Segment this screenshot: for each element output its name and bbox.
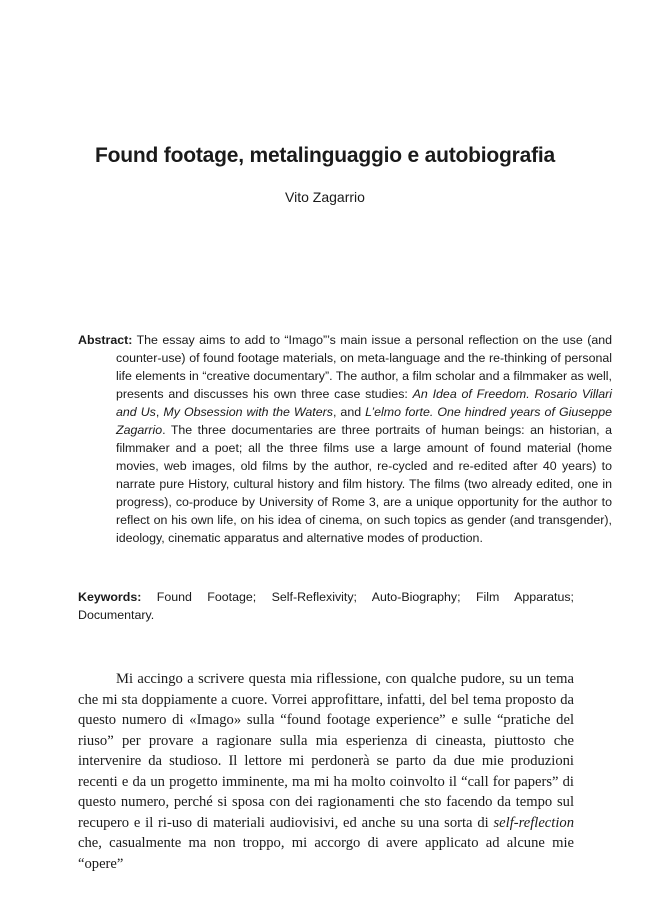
body-paragraph (78, 669, 574, 874)
keywords-label: Keywords: (78, 590, 142, 604)
abstract-text-4: . The three documentaries are three portraits of human beings: an historian, a filmmaker and a poet; all the three films use a large amount of found material (home movies, web images, old films by the author, re-cycled and re-edited after 40 years) to narrate pure History, cultural history and film history. The films (two already edited, one in progress), co-produce by University of Rome 3, are a unique opportunity for the author to reflect on his own life, on his idea of cinema, on such topics as gender (and transgender), ideology, cinematic apparatus and alternative modes of production. (116, 423, 612, 545)
keywords-text: Found Footage; Self-Reflexivity; Auto-Biography; Film Apparatus; Documentary. (78, 590, 574, 622)
keywords (78, 588, 574, 624)
body-italic-term: self-reflection (493, 814, 574, 831)
paper-title: Found footage, metalinguaggio e autobiografia (95, 144, 555, 167)
abstract-text-1: The essay aims to add to “Imago”’s main issue a personal reflection on the use (and counter-use) of found footage materials, on meta-language and the re-thinking of personal life elements in “creative documentary”. The author, a film scholar and a filmmaker as well, presents and discusses his own three case studies: (116, 333, 612, 401)
abstract-label: Abstract: (78, 333, 133, 347)
abstract (78, 331, 612, 547)
abstract-text-3: , and (332, 405, 366, 419)
abstract-text-2: , (155, 405, 164, 419)
abstract-film-title-1: An Idea of Freedom. Rosario Villari and Us (116, 387, 613, 419)
body-text-2: che, casualmente ma non troppo, mi accorgo di avere applicato ad alcune mie “opere” (78, 835, 574, 872)
body-text-1: Mi accingo a scrivere questa mia riflessione, con qualche pudore, su un tema che mi sta doppiamente a cuore. Vorrei approfittare, infatti, del bel tema proposto da questo numero di «Imago» sulla “found footage experience” e sulle “pratiche del riuso” per provare a ragionare sulla mia esperienza di cineasta, piuttosto che intervenire da studioso. Il lettore mi perdonerà se parto da due mie produzioni recenti e da un progetto imminente, ma mi ha molto coinvolto il “call for papers” di questo numero, perché si sposa con dei ragionamenti che sto facendo da tempo sul recupero e il ri-uso di materiali audiovisivi, ed anche su una sorta di (78, 671, 574, 831)
abstract-film-title-3: L’elmo forte. One hindred years of Giuseppe Zagarrio (116, 405, 612, 437)
author-name: Vito Zagarrio (285, 189, 365, 205)
abstract-film-title-2: My Obsession with the Waters (163, 405, 333, 419)
